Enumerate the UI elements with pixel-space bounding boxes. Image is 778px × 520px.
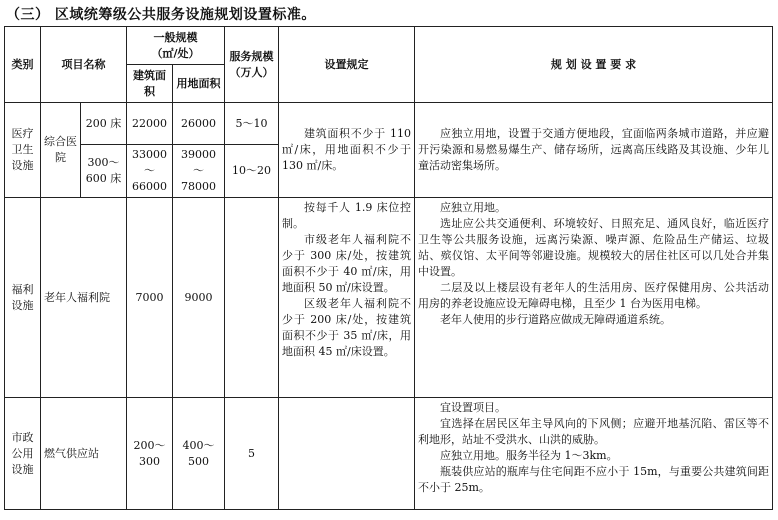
beds-300-600: 300～600 床 <box>81 145 127 198</box>
requirement-welfare-1: 应独立用地。 <box>440 201 506 214</box>
service-scale-gas: 5 <box>225 398 279 510</box>
building-area-300-600: 33000～66000 <box>127 145 173 198</box>
rule-welfare-3: 区级老年人福利院不少于 200 床/处，按建筑面积不少于 35 ㎡/床，用地面积 45 ㎡/床设置。 <box>282 297 411 358</box>
requirement-medical-text: 应独立用地，设置于交通方便地段，宜面临两条城市道路，并应避开污染源和易燃易爆生产、储存场所，远离高压线路及其设施、少年儿童活动密集场所。 <box>418 127 769 172</box>
page-title: （三） 区域统筹级公共服务设施规划设置标准。 <box>6 7 316 23</box>
item-general-hospital: 综合医院 <box>41 103 81 198</box>
land-area-gas: 400～500 <box>173 398 225 510</box>
requirement-welfare <box>415 198 773 398</box>
category-medical: 医疗卫生设施 <box>5 103 41 198</box>
category-utility: 市政公用设施 <box>5 398 41 510</box>
requirement-utility-4: 瓶装供应站的瓶库与住宅间距不应小于 15m，与重要公共建筑间距不小于 25m。 <box>418 465 769 494</box>
standards-table <box>4 26 773 510</box>
header-general-scale <box>127 27 225 65</box>
rule-utility <box>279 398 415 510</box>
land-area-300-600: 39000～78000 <box>173 145 225 198</box>
requirement-utility-2: 宜选择在居民区年主导风向的下风侧；应避开地基沉陷、雷区等不利地形，站址不受洪水、山洪的威胁。 <box>418 417 769 446</box>
table-row-welfare <box>5 198 773 398</box>
header-requirements: 规 划 设 置 要 求 <box>415 27 773 103</box>
table-row-utility <box>5 398 773 510</box>
item-gas-station: 燃气供应站 <box>41 398 127 510</box>
service-scale-300-600: 10～20 <box>225 145 279 198</box>
beds-200: 200 床 <box>81 103 127 145</box>
header-service-scale-unit: （万人） <box>229 65 274 79</box>
header-land-area: 用地面积 <box>173 65 225 103</box>
building-area-welfare: 7000 <box>127 198 173 398</box>
rule-medical-text: 建筑面积不少于 110 ㎡/床，用地面积不少于 130 ㎡/床。 <box>282 127 411 172</box>
rule-welfare <box>279 198 415 398</box>
header-service-scale <box>225 27 279 103</box>
table-row-medical-1 <box>5 103 773 145</box>
service-scale-200: 5～10 <box>225 103 279 145</box>
header-general-scale-label: 一般规模 <box>153 30 198 44</box>
service-scale-welfare <box>225 198 279 398</box>
header-category: 类别 <box>5 27 41 103</box>
requirement-welfare-2: 选址应公共交通便利、环境较好、日照充足、通风良好，临近医疗卫生等公共服务设施，远离污染源、噪声源、危险品生产储运、垃圾站、殡仪馆、太平间等邻避设施。规模较大的居住社区可以几处合并集中设置。 <box>418 217 769 278</box>
header-item: 项目名称 <box>41 27 127 103</box>
rule-welfare-1: 按每千人 1.9 床位控制。 <box>282 201 411 230</box>
building-area-gas: 200～300 <box>127 398 173 510</box>
header-service-scale-label: 服务规模 <box>229 49 274 63</box>
header-general-scale-unit: （㎡/处） <box>151 46 200 60</box>
requirement-utility <box>415 398 773 510</box>
requirement-welfare-4: 老年人使用的步行道路应做成无障碍通道系统。 <box>440 313 671 326</box>
header-rules: 设置规定 <box>279 27 415 103</box>
category-welfare: 福利设施 <box>5 198 41 398</box>
requirement-utility-1: 宜设置项目。 <box>440 401 506 414</box>
rule-medical <box>279 103 415 198</box>
header-row <box>5 27 773 65</box>
header-building-area: 建筑面积 <box>127 65 173 103</box>
land-area-200: 26000 <box>173 103 225 145</box>
requirement-utility-3: 应独立用地。服务半径为 1～3km。 <box>440 449 618 462</box>
building-area-200: 22000 <box>127 103 173 145</box>
requirement-welfare-3: 二层及以上楼层设有老年人的生活用房、医疗保健用房、公共活动用房的养老设施应设无障碍电梯，且至少 1 台为医用电梯。 <box>418 281 769 310</box>
item-elderly-welfare-home: 老年人福利院 <box>41 198 127 398</box>
land-area-welfare: 9000 <box>173 198 225 398</box>
rule-welfare-2: 市级老年人福利院不少于 300 床/处，按建筑面积不少于 40 ㎡/床，用地面积 50 ㎡/床设置。 <box>282 233 411 294</box>
requirement-medical <box>415 103 773 198</box>
